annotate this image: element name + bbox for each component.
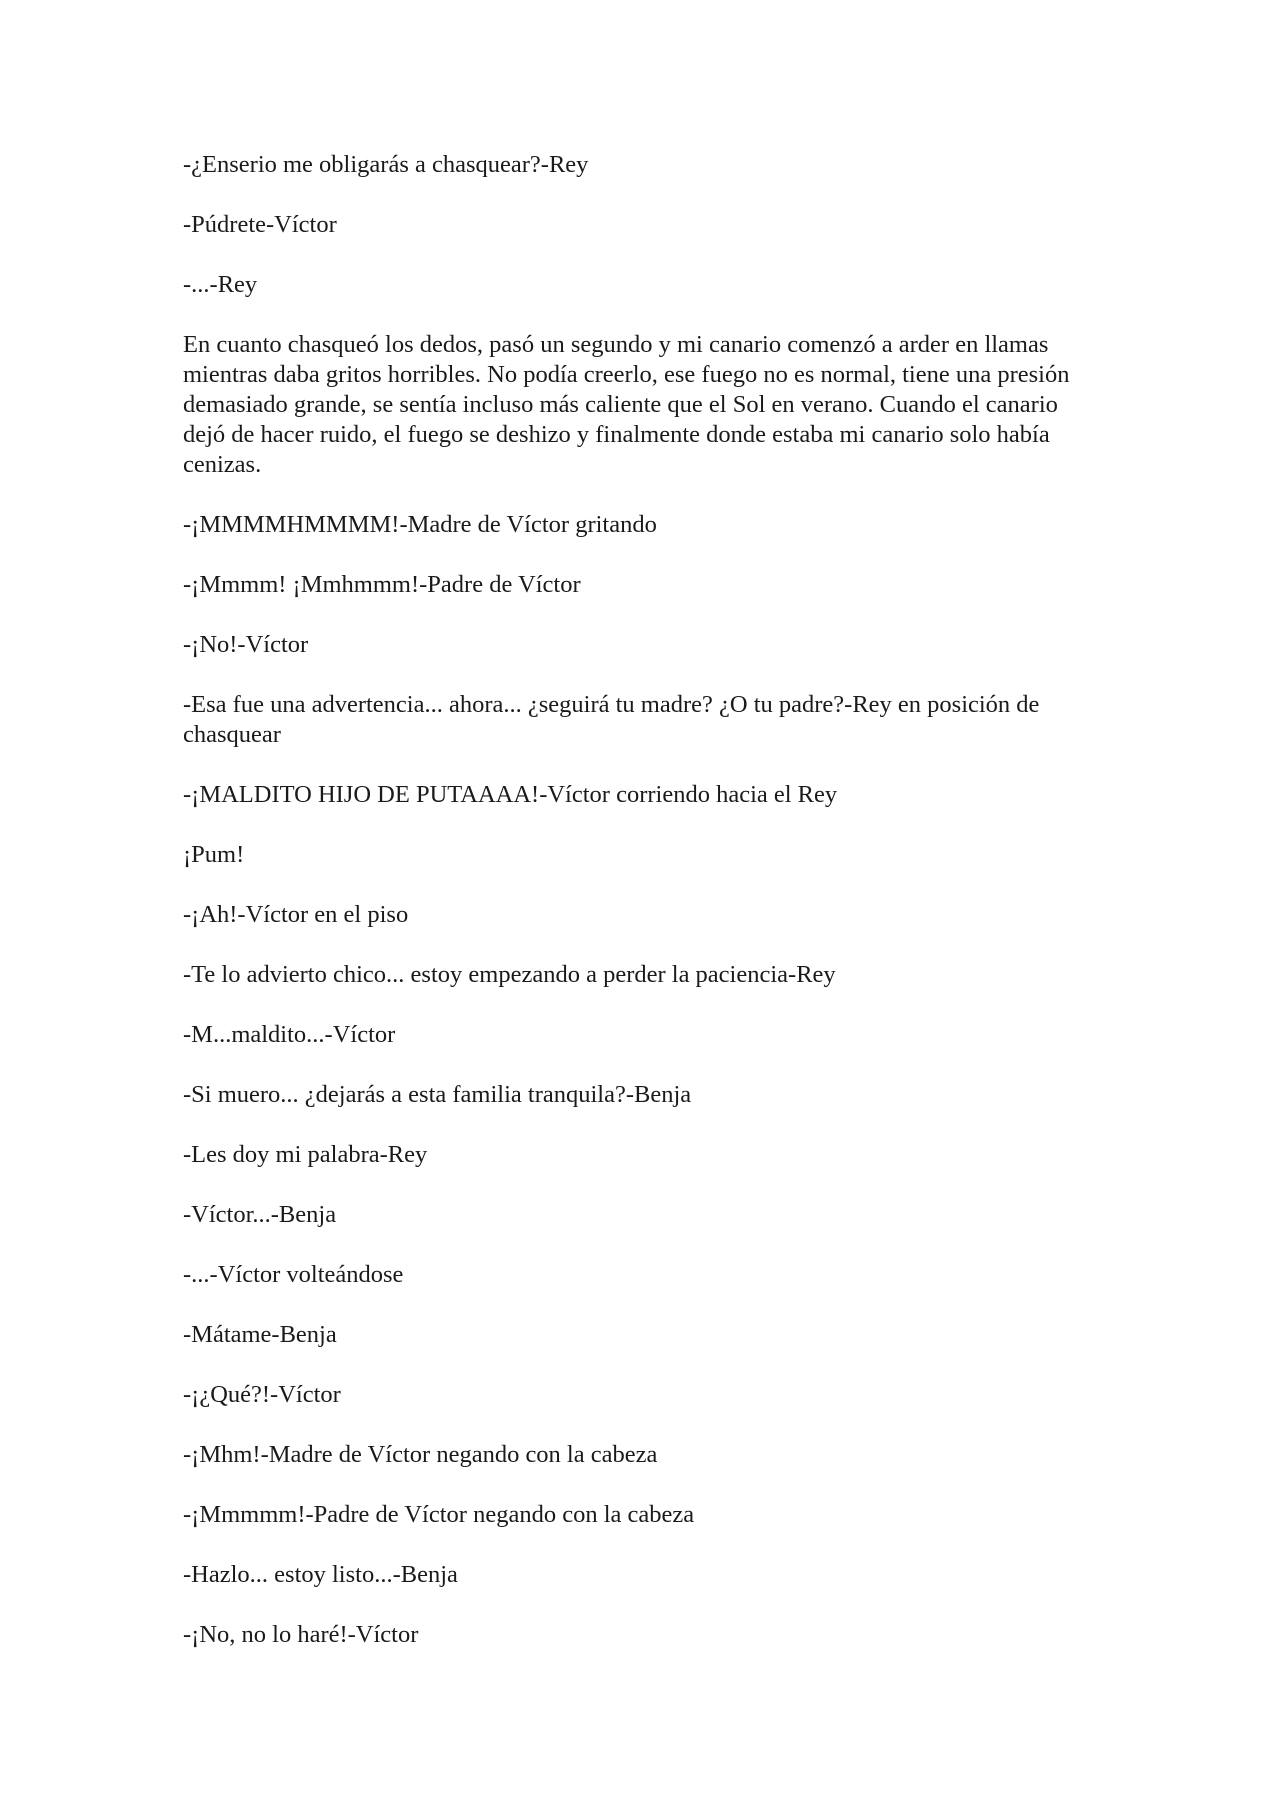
dialogue-line: -Si muero... ¿dejarás a esta familia tranquila?-Benja: [183, 1081, 692, 1108]
narrative-paragraph: En cuanto chasqueó los dedos, pasó un segundo y mi canario comenzó a arder en llamas mientras daba gritos horribles. No podía creerlo, ese fuego no es normal, tiene una presión demasiado grande, se sentía incluso más caliente que el Sol en verano. Cuando el canario dejó de hacer ruido, el fuego se deshizo y finalmente donde estaba mi canario solo había cenizas.: [183, 331, 1076, 478]
dialogue-line: -¡No!-Víctor: [183, 631, 309, 658]
dialogue-line: -¡Mmmm! ¡Mmhmmm!-Padre de Víctor: [183, 571, 581, 598]
dialogue-line: -¡¿Qué?!-Víctor: [183, 1381, 341, 1408]
dialogue-line: -Mátame-Benja: [183, 1321, 337, 1348]
dialogue-line: -...-Víctor volteándose: [183, 1261, 404, 1288]
dialogue-line: -Hazlo... estoy listo...-Benja: [183, 1561, 458, 1588]
document-body: [183, 150, 1103, 1680]
sound-effect-line: ¡Pum!: [183, 841, 245, 868]
dialogue-line: -¡Ah!-Víctor en el piso: [183, 901, 409, 928]
dialogue-line: -¡No, no lo haré!-Víctor: [183, 1621, 419, 1648]
dialogue-line: -¡Mhm!-Madre de Víctor negando con la cabeza: [183, 1441, 658, 1468]
dialogue-line: -¡Mmmmm!-Padre de Víctor negando con la cabeza: [183, 1501, 695, 1528]
dialogue-line: -¡MMMMHMMMM!-Madre de Víctor gritando: [183, 511, 657, 538]
dialogue-line: -Te lo advierto chico... estoy empezando a perder la paciencia-Rey: [183, 961, 836, 988]
dialogue-line: -Les doy mi palabra-Rey: [183, 1141, 428, 1168]
dialogue-line: -Púdrete-Víctor: [183, 211, 337, 238]
dialogue-line: -Víctor...-Benja: [183, 1201, 337, 1228]
dialogue-line: -Esa fue una advertencia... ahora... ¿seguirá tu madre? ¿O tu padre?-Rey en posición de chasquear: [183, 691, 1046, 748]
dialogue-line: -¡MALDITO HIJO DE PUTAAAA!-Víctor corriendo hacia el Rey: [183, 781, 838, 808]
dialogue-line: -¿Enserio me obligarás a chasquear?-Rey: [183, 151, 589, 178]
dialogue-line: -...-Rey: [183, 271, 258, 298]
dialogue-line: -M...maldito...-Víctor: [183, 1021, 396, 1048]
